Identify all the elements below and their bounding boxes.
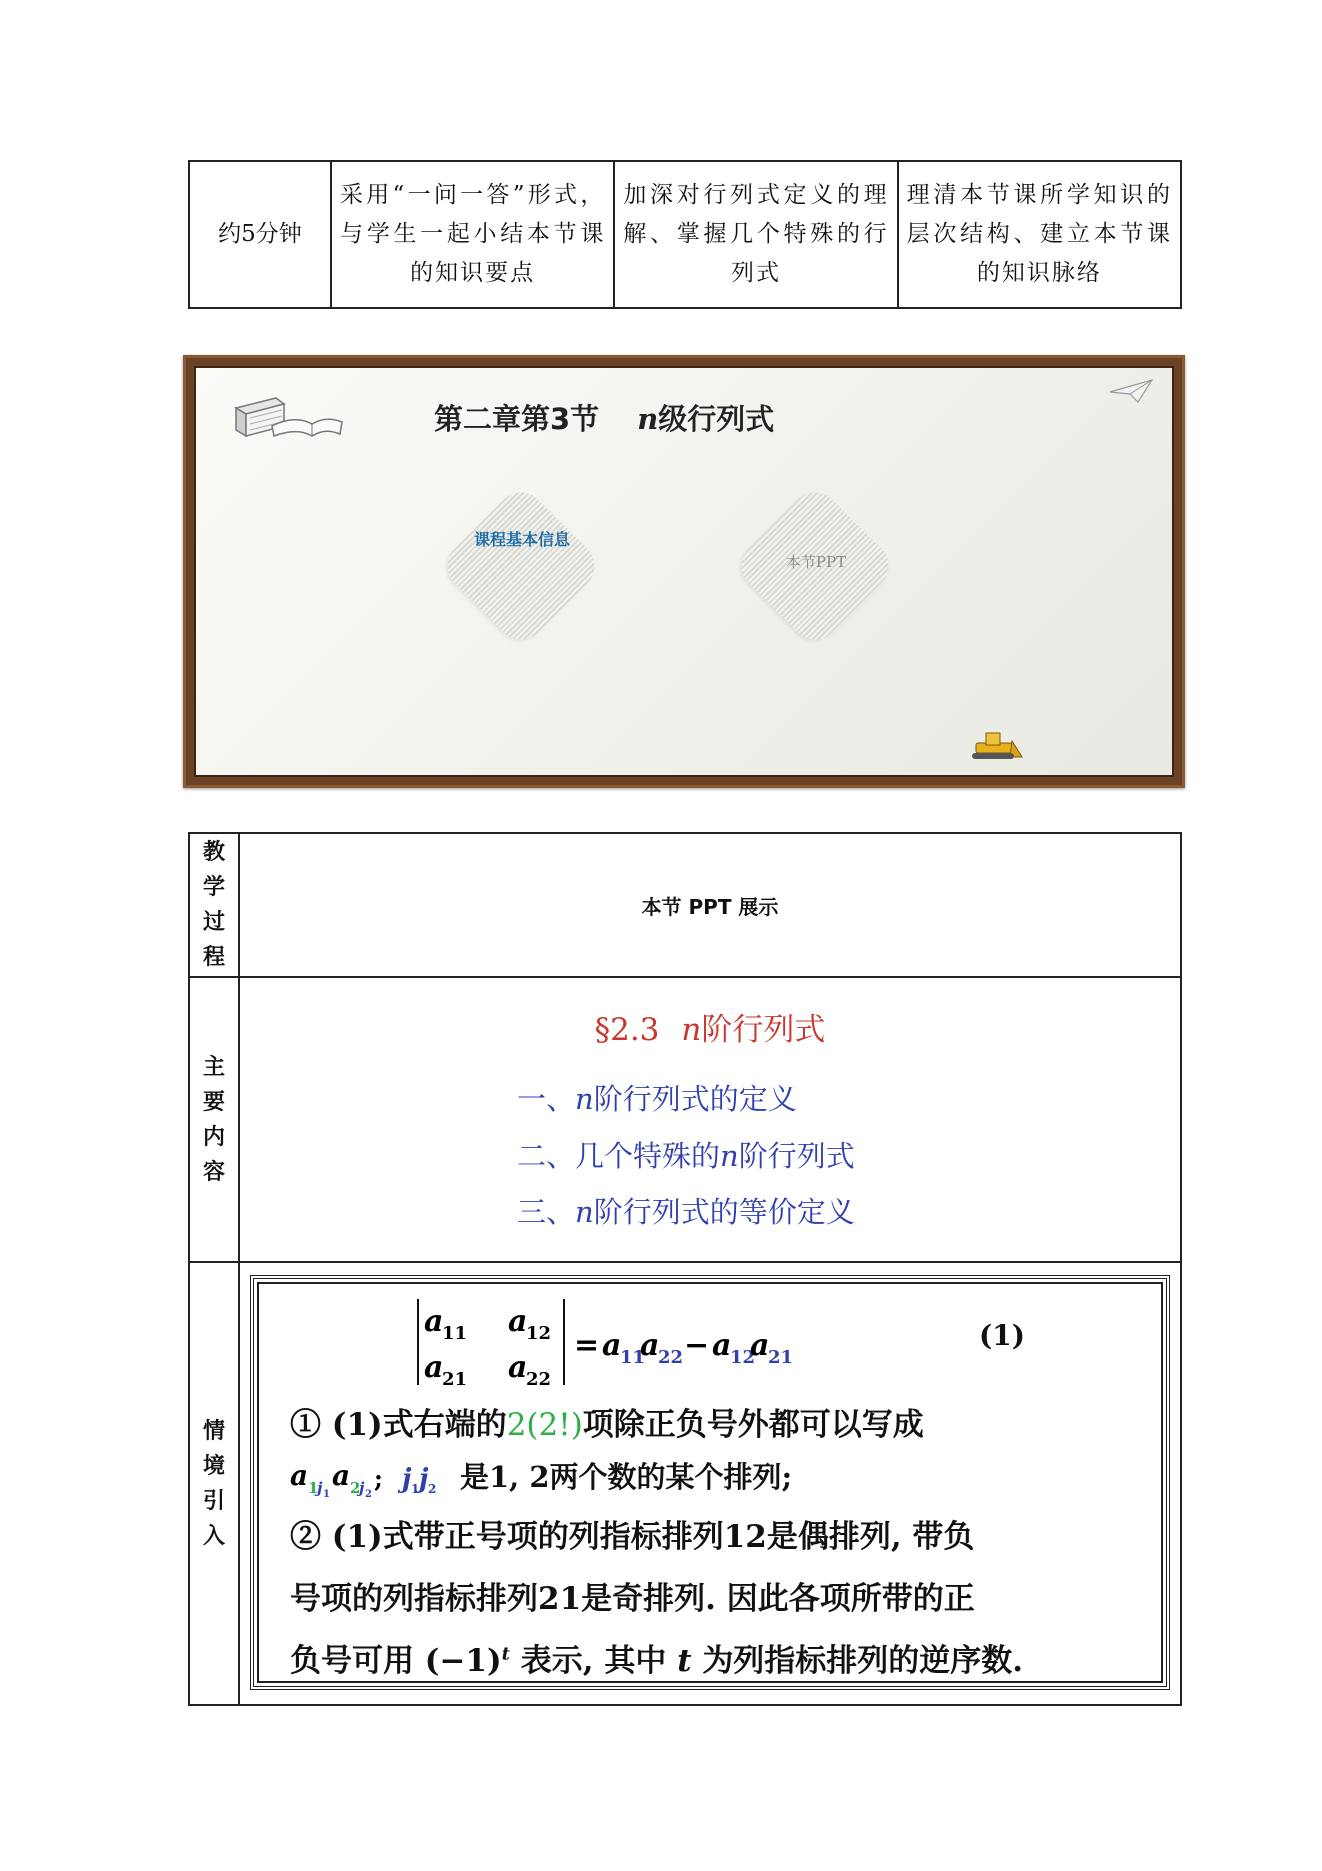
section-title: §2.3 n阶行列式 (594, 1012, 826, 1048)
bulldozer-icon (968, 727, 1024, 761)
intro-line-3: ② (1)式带正号项的列指标排列12是偶排列, 带负 (290, 1519, 975, 1555)
svg-text:11: 11 (442, 1323, 468, 1344)
goal-cell: 理清本节课所学知识的层次结构、建立本节课的知识脉络 (898, 161, 1181, 308)
intro-line-4: 号项的列指标排列21是奇排列. 因此各项所带的正 (290, 1581, 975, 1617)
svg-text:;: ; (374, 1464, 383, 1493)
svg-text:12: 12 (526, 1323, 552, 1344)
paper-plane-icon (1108, 378, 1154, 404)
svg-text:1: 1 (323, 1489, 330, 1499)
time-cell: 约5分钟 (189, 161, 331, 308)
svg-text:a: a (750, 1328, 770, 1363)
svg-text:a: a (712, 1328, 732, 1363)
svg-text:21: 21 (768, 1347, 794, 1368)
svg-text:j: j (359, 1479, 365, 1497)
intro-line-5: 负号可用 $(-1)^t$ 表示, 其中 t 为列指标排列的逆序数. (290, 1643, 1024, 1679)
svg-text:a: a (290, 1459, 309, 1492)
intro-line-1: ① (1)式右端的2(2!)项除正负号外都可以写成 (290, 1407, 924, 1443)
svg-text:11: 11 (620, 1347, 646, 1368)
intro-cell (239, 1262, 1181, 1705)
svg-text:a: a (640, 1328, 660, 1363)
books-icon (232, 392, 344, 440)
outline-item: 一、n阶行列式的定义 (517, 1082, 797, 1116)
svg-text:1: 1 (308, 1479, 319, 1497)
svg-text:22: 22 (526, 1369, 552, 1389)
svg-text:1: 1 (411, 1482, 420, 1496)
svg-text:2: 2 (350, 1479, 361, 1497)
slide-title (434, 397, 874, 438)
svg-text:a: a (424, 1304, 444, 1339)
svg-text:a: a (508, 1350, 528, 1385)
outline-item: 三、n阶行列式的等价定义 (517, 1195, 855, 1229)
svg-text:2: 2 (365, 1489, 372, 1499)
teaching-table (188, 832, 1182, 1706)
svg-text:a: a (508, 1304, 528, 1339)
svg-text:a: a (602, 1328, 622, 1363)
svg-text:12: 12 (730, 1347, 756, 1368)
outline-item: 二、几个特殊的n阶行列式 (517, 1139, 855, 1173)
slide-title-prefix: 第二章第3节 (434, 402, 600, 436)
svg-text:21: 21 (442, 1369, 468, 1389)
process-label: 教 学 过 程 (189, 833, 239, 977)
ppt-button[interactable]: 本节PPT (785, 553, 847, 571)
content-cell (239, 977, 1181, 1262)
svg-text:2: 2 (428, 1482, 437, 1496)
svg-text:a: a (332, 1459, 351, 1492)
intro-line-2: a 1 j 1 a 2 j 2 ; j 1 j 2 是1, 2两个数的某个排列; (290, 1459, 793, 1499)
activity-cell: 采用“一问一答”形式，与学生一起小结本节课的知识要点 (331, 161, 614, 308)
course-info-button-shape (438, 483, 605, 650)
svg-text:j: j (402, 1464, 412, 1494)
svg-text:j: j (419, 1464, 429, 1494)
slide-board (183, 355, 1185, 788)
svg-text:22: 22 (658, 1347, 684, 1368)
content-label: 主 要 内 容 (189, 977, 239, 1262)
svg-text:−: − (684, 1328, 710, 1363)
determinant-formula (414, 1293, 834, 1389)
term-expression (290, 1459, 460, 1499)
svg-text:j: j (317, 1479, 323, 1497)
slide-title-n: n (637, 402, 659, 436)
ppt-header: 本节 PPT 展示 (239, 833, 1181, 977)
formula-number: (1) (979, 1319, 1025, 1352)
intro-label: 情 境 引 入 (189, 1262, 239, 1705)
svg-text:a: a (424, 1350, 444, 1385)
slide-title-suffix: 级行列式 (658, 402, 775, 436)
intro-slide (250, 1275, 1170, 1690)
course-info-button[interactable]: 课程基本信息 (473, 530, 570, 549)
summary-table (188, 160, 1182, 309)
svg-text:=: = (574, 1328, 600, 1363)
intent-cell: 加深对行列式定义的理解、掌握几个特殊的行列式 (614, 161, 897, 308)
